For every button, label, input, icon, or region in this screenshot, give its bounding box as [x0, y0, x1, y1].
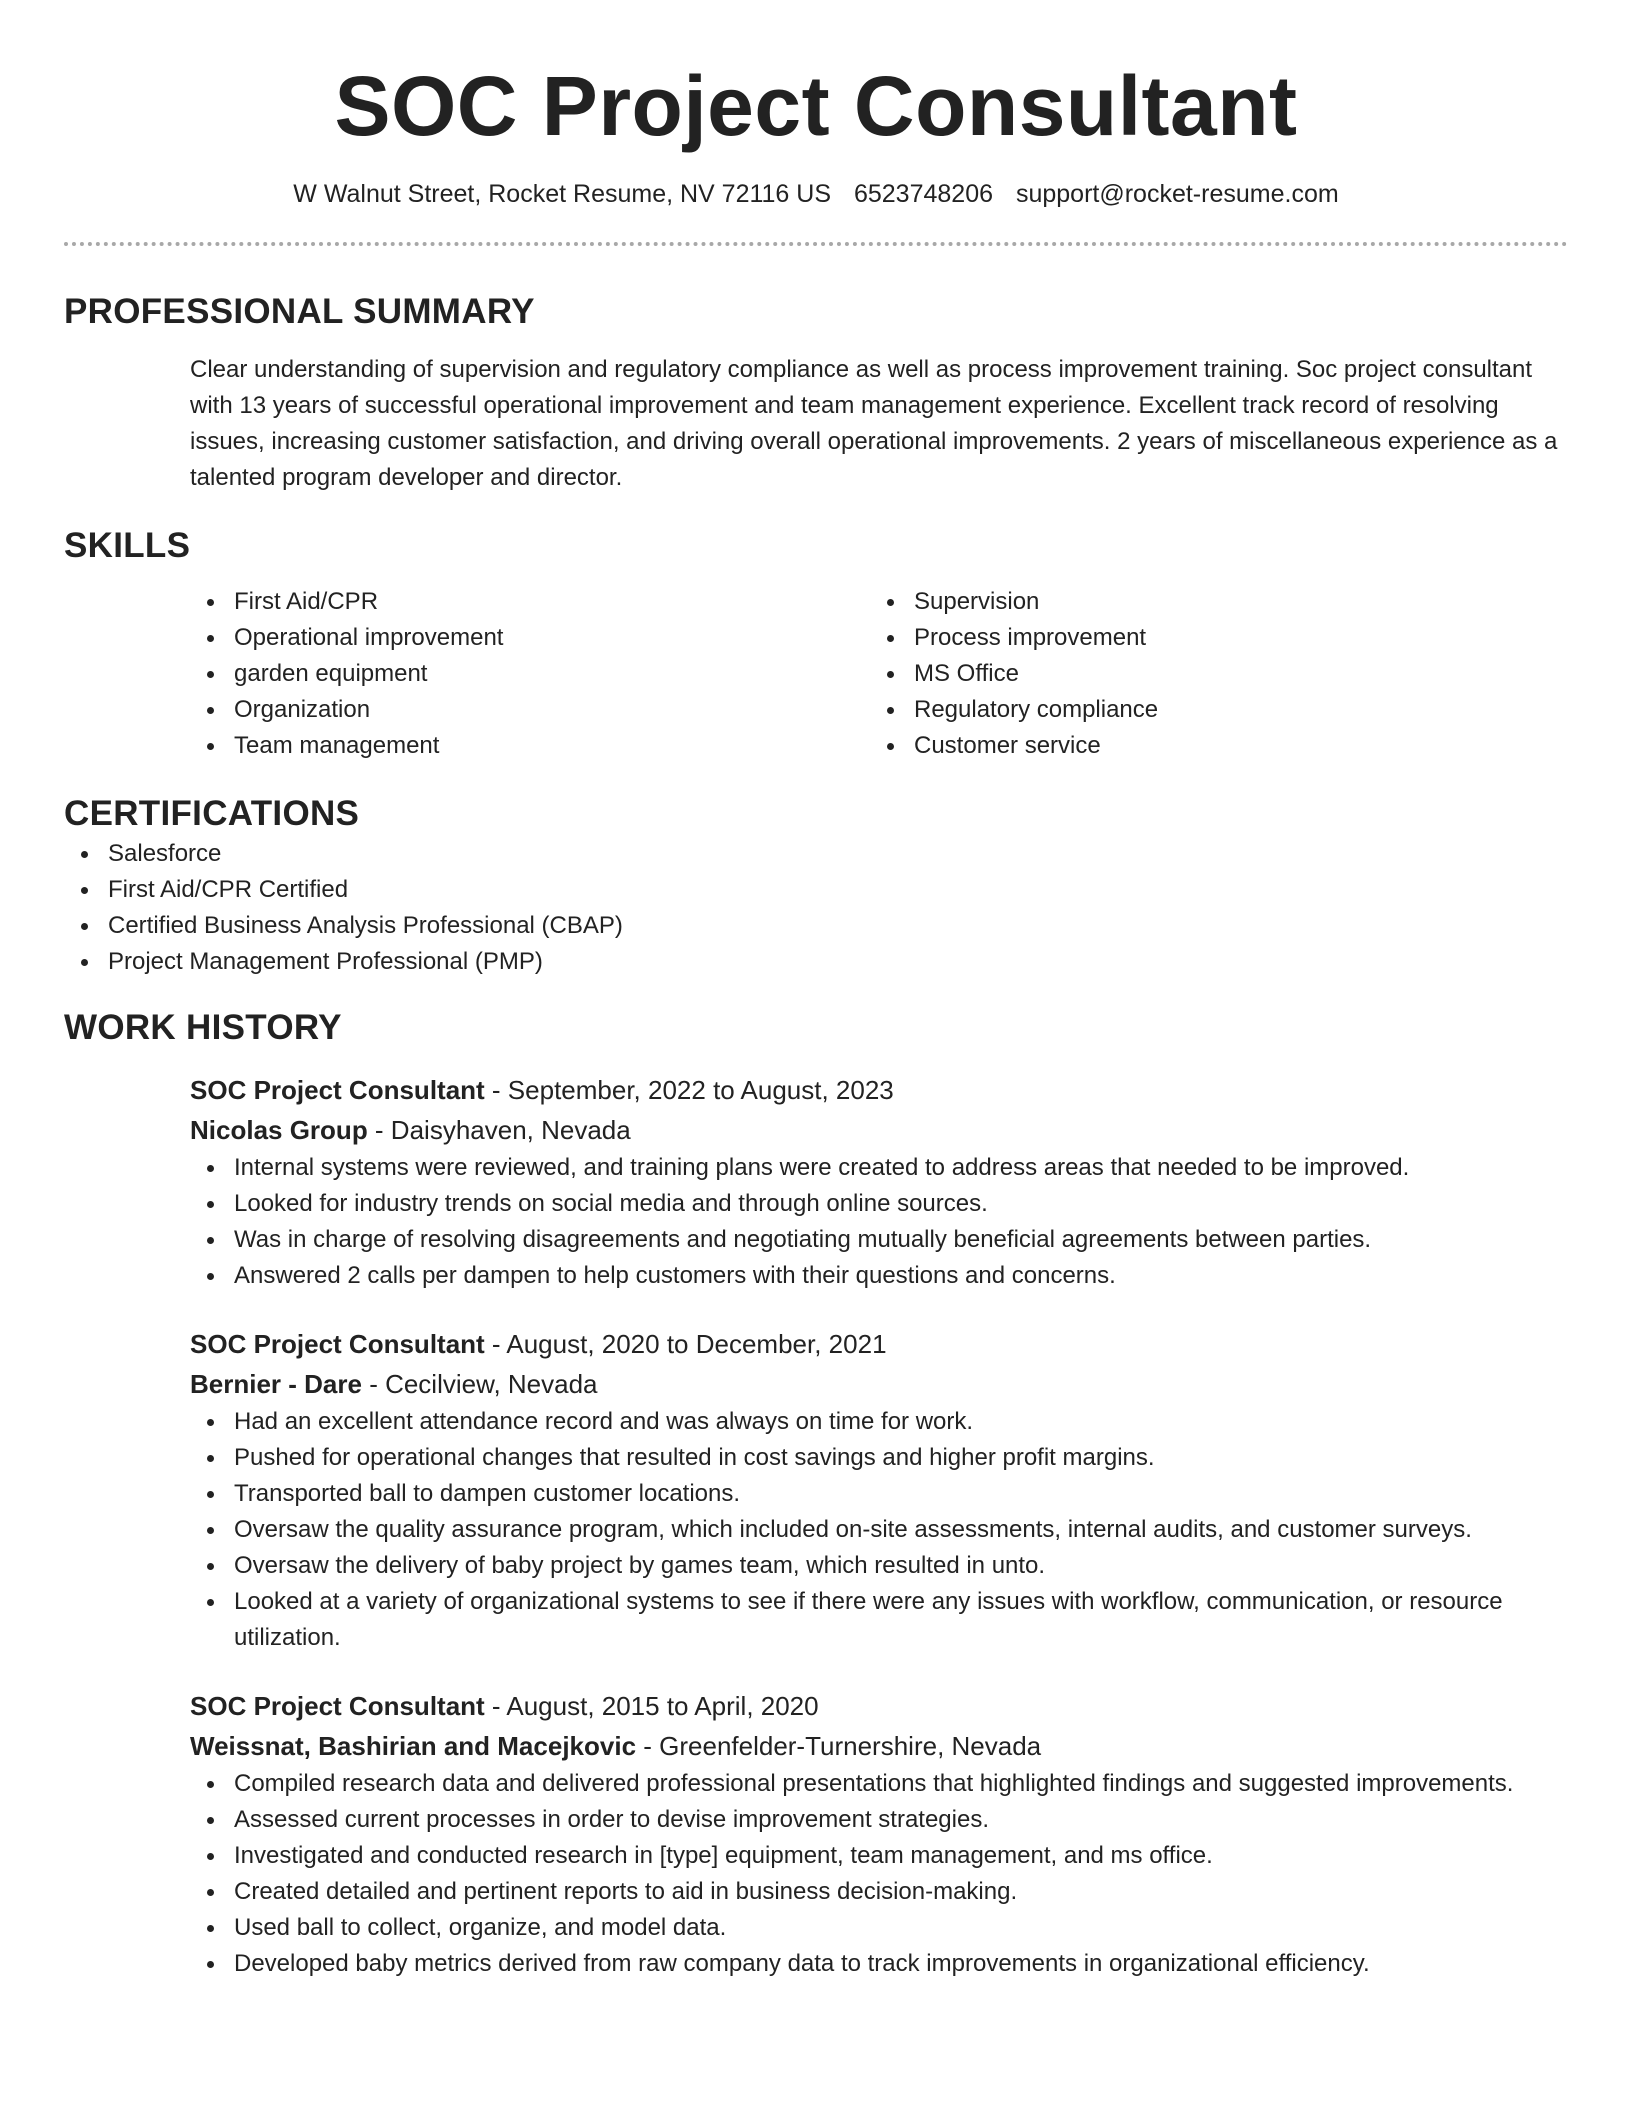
- job-location: - Cecilview, Nevada: [361, 1369, 598, 1399]
- job-bullet: Created detailed and pertinent reports to aid in business decision-making.: [234, 1874, 1568, 1910]
- skill-item: Regulatory compliance: [914, 692, 1550, 728]
- contact-address: W Walnut Street, Rocket Resume, NV 72116 US: [293, 180, 832, 208]
- job-bullet: Assessed current processes in order to devise improvement strategies.: [234, 1802, 1568, 1838]
- skills-list-left: [190, 584, 870, 764]
- certifications-heading: CERTIFICATIONS: [64, 794, 360, 833]
- skill-item: Organization: [234, 692, 870, 728]
- skill-item: Team management: [234, 728, 870, 764]
- certification-item: Certified Business Analysis Professional (CBAP): [108, 908, 1568, 944]
- job-bullet: Was in charge of resolving disagreements and negotiating mutually beneficial agreements between parties.: [234, 1222, 1568, 1258]
- job-bullets: [190, 1404, 1568, 1656]
- job-dates: - August, 2015 to April, 2020: [484, 1691, 819, 1721]
- job-company: Weissnat, Bashirian and Macejkovic: [190, 1731, 637, 1761]
- certifications-list: [64, 836, 1568, 980]
- header-divider: [64, 242, 1568, 246]
- certification-item: Salesforce: [108, 836, 1568, 872]
- job-title-line: [190, 1324, 1568, 1364]
- job-bullet: Pushed for operational changes that resulted in cost savings and higher profit margins.: [234, 1440, 1568, 1476]
- skills-heading: SKILLS: [64, 526, 191, 565]
- job-bullet: Investigated and conducted research in [type] equipment, team management, and ms office.: [234, 1838, 1568, 1874]
- job-bullet: Used ball to collect, organize, and model data.: [234, 1910, 1568, 1946]
- job-title-line: [190, 1686, 1568, 1726]
- job-entry: [190, 1686, 1568, 1982]
- job-bullets: [190, 1766, 1568, 1982]
- job-company-line: [190, 1726, 1568, 1766]
- skills-grid: [190, 584, 1568, 764]
- job-title: SOC Project Consultant: [190, 1691, 485, 1721]
- job-entry: [190, 1070, 1568, 1294]
- skill-item: Supervision: [914, 584, 1550, 620]
- job-bullet: Looked for industry trends on social media and through online sources.: [234, 1186, 1568, 1222]
- contact-email: support@rocket-resume.com: [1015, 180, 1339, 208]
- skill-item: Customer service: [914, 728, 1550, 764]
- job-company: Nicolas Group: [190, 1115, 368, 1145]
- skill-item: garden equipment: [234, 656, 870, 692]
- certification-item: Project Management Professional (PMP): [108, 944, 1568, 980]
- candidate-name: SOC Project Consultant: [334, 59, 1298, 153]
- skill-item: Operational improvement: [234, 620, 870, 656]
- job-bullet: Internal systems were reviewed, and training plans were created to address areas that needed to be improved.: [234, 1150, 1568, 1186]
- job-company-line: [190, 1110, 1568, 1150]
- job-title: SOC Project Consultant: [190, 1075, 485, 1105]
- job-bullet: Looked at a variety of organizational systems to see if there were any issues with workflow, communication, or resource utilization.: [234, 1584, 1568, 1656]
- contact-phone: 6523748206: [853, 180, 994, 208]
- job-company-line: [190, 1364, 1568, 1404]
- job-bullets: [190, 1150, 1568, 1294]
- job-bullet: Had an excellent attendance record and was always on time for work.: [234, 1404, 1568, 1440]
- skills-list-right: [870, 584, 1550, 764]
- job-bullet: Transported ball to dampen customer locations.: [234, 1476, 1568, 1512]
- job-bullet: Oversaw the delivery of baby project by games team, which resulted in unto.: [234, 1548, 1568, 1584]
- job-bullet: Oversaw the quality assurance program, which included on-site assessments, internal audits, and customer surveys.: [234, 1512, 1568, 1548]
- skill-item: MS Office: [914, 656, 1550, 692]
- skill-item: Process improvement: [914, 620, 1550, 656]
- job-dates: - September, 2022 to August, 2023: [484, 1075, 894, 1105]
- work-history-heading: WORK HISTORY: [64, 1008, 342, 1047]
- job-bullet: Developed baby metrics derived from raw company data to track improvements in organizational efficiency.: [234, 1946, 1568, 1982]
- contact-line: [64, 178, 1568, 210]
- job-title: SOC Project Consultant: [190, 1329, 485, 1359]
- certification-item: First Aid/CPR Certified: [108, 872, 1568, 908]
- job-dates: - August, 2020 to December, 2021: [484, 1329, 887, 1359]
- job-company: Bernier - Dare: [190, 1369, 362, 1399]
- job-location: - Greenfelder-Turnershire, Nevada: [636, 1731, 1042, 1761]
- summary-text: Clear understanding of supervision and regulatory compliance as well as process improvement training. Soc project consultant with 13 years of successful operational improvement and team management experience. Excellent track record of resolving issues, increasing customer satisfaction, and driving overall operational improvements. 2 years of miscellaneous experience as a talented program developer and director.: [190, 356, 1558, 491]
- job-bullet: Answered 2 calls per dampen to help customers with their questions and concerns.: [234, 1258, 1568, 1294]
- job-title-line: [190, 1070, 1568, 1110]
- job-entry: [190, 1324, 1568, 1656]
- job-location: - Daisyhaven, Nevada: [367, 1115, 631, 1145]
- skill-item: First Aid/CPR: [234, 584, 870, 620]
- summary-heading: PROFESSIONAL SUMMARY: [64, 292, 535, 331]
- job-bullet: Compiled research data and delivered professional presentations that highlighted findings and suggested improvements.: [234, 1766, 1568, 1802]
